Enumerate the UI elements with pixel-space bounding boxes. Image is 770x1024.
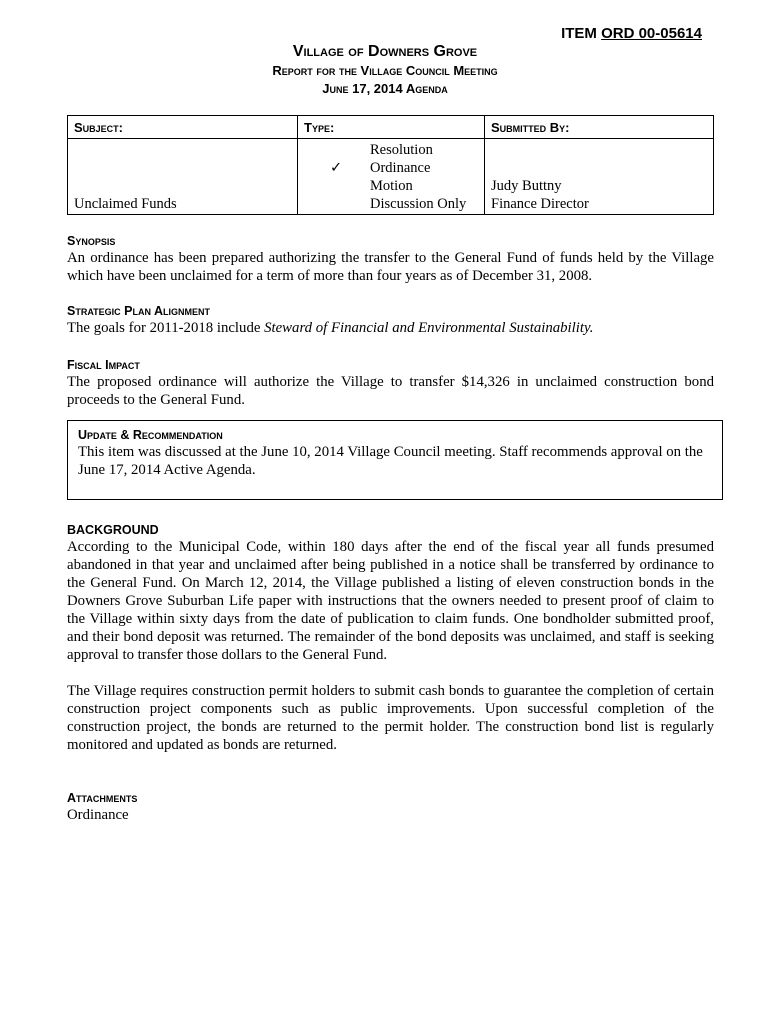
document-header xyxy=(0,42,770,98)
checkmark-icon: ✓ xyxy=(330,160,343,176)
type-option-ordinance xyxy=(330,159,478,177)
type-options xyxy=(298,139,485,215)
synopsis-section xyxy=(67,233,714,285)
type-option-resolution: Resolution xyxy=(370,142,433,158)
document-title: Village of Downers Grove xyxy=(292,43,478,60)
synopsis-title: Synopsis xyxy=(67,234,116,248)
fiscal-section xyxy=(67,357,714,409)
subject-value: Unclaimed Funds xyxy=(68,139,298,215)
synopsis-body: An ordinance has been prepared authorizing the transfer to the General Fund of funds held by the Village which have been unclaimed for a term of more than four years as of December 31, 2008. xyxy=(67,250,714,284)
background-paragraph-2: The Village requires construction permit holders to submit cash bonds to guarantee the completion of certain construction project components such as public improvements. Upon successful completion of the construction project, the bonds are returned to the permit holder. The construction bond list is regularly monitored and updated as bonds are returned. xyxy=(67,683,714,753)
item-number xyxy=(561,25,702,42)
type-option-discussion: Discussion Only xyxy=(370,196,467,212)
type-label: Type: xyxy=(298,116,485,139)
submitted-by-label: Submitted By: xyxy=(485,116,714,139)
subject-label: Subject: xyxy=(68,116,298,139)
background-paragraph-1: According to the Municipal Code, within 180 days after the end of the fiscal year all funds presumed abandoned in that year and unclaimed after being published in a notice shall be transferred by ordinance to the General Fund. On March 12, 2014, the Village published a listing of eleven construction bonds in the Downers Grove Suburban Life paper with instructions that the owners needed to present proof of claim to the Village within sixty days from the date of publication to claim funds. One bondholder submitted proof, and their bond deposit was returned. The remainder of the bond deposits was unclaimed, and staff is seeking approval to transfer those dollars to the General Fund. xyxy=(67,539,714,663)
agenda-date: June 17, 2014 Agenda xyxy=(322,81,448,96)
attachments-title: Attachments xyxy=(67,791,138,805)
document-subtitle: Report for the Village Council Meeting xyxy=(272,63,498,78)
info-table xyxy=(67,115,714,215)
type-option-ordinance-label: Ordinance xyxy=(370,160,431,176)
update-recommendation-box xyxy=(67,420,723,500)
submitted-title: Finance Director xyxy=(491,196,589,212)
submitted-by-value xyxy=(485,139,714,215)
update-body: This item was discussed at the June 10, 2014 Village Council meeting. Staff recommends approval on the June 17, 2014 Active Agenda. xyxy=(78,444,703,478)
strategic-section xyxy=(67,303,714,337)
item-prefix: ITEM xyxy=(561,25,602,42)
background-title: BACKGROUND xyxy=(67,523,159,537)
strategic-goal: Steward of Financial and Environmental Sustainability. xyxy=(264,320,594,336)
fiscal-body: The proposed ordinance will authorize the Village to transfer $14,326 in unclaimed construction bond proceeds to the General Fund. xyxy=(67,374,714,408)
attachment-item[interactable]: Ordinance xyxy=(67,807,129,823)
background-section xyxy=(67,522,714,754)
type-option-motion: Motion xyxy=(370,178,413,194)
item-number-value: ORD 00-05614 xyxy=(601,25,702,42)
strategic-body xyxy=(67,319,714,337)
attachments-section xyxy=(67,790,714,824)
strategic-title: Strategic Plan Alignment xyxy=(67,304,211,318)
strategic-body-text: The goals for 2011-2018 include xyxy=(67,320,265,336)
submitted-name: Judy Buttny xyxy=(491,178,562,194)
fiscal-title: Fiscal Impact xyxy=(67,358,140,372)
update-title: Update & Recommendation xyxy=(78,428,223,442)
